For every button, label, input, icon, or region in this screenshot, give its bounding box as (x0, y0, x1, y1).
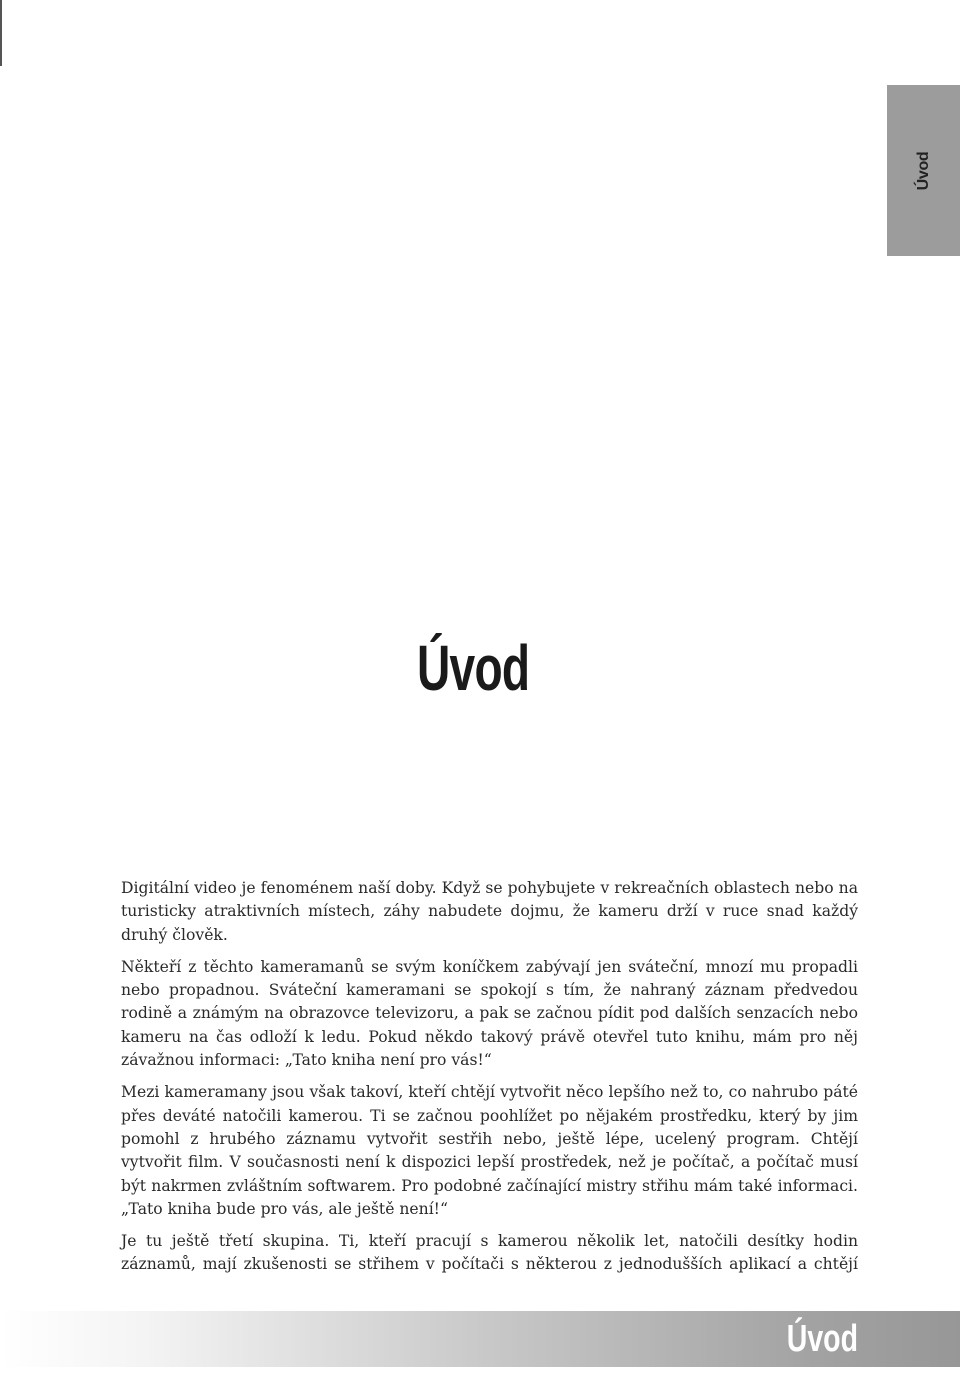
footer-band (0, 1311, 960, 1367)
paragraph: Digitální video je fenoménem naší doby. Když se pohybujete v rekreačních oblastech nebo na turisticky atraktivních místech, záhy nabudete dojmu, že kameru drží v ruce snad každý druhý člověk. (121, 879, 858, 944)
side-tab-label: Úvod (914, 151, 932, 190)
paragraph: Někteří z těchto kameramanů se svým koníčkem zabývají jen sváteční, mnozí mu propadli nebo propadnou. Sváteční kameramani se spokojí s tím, že nahraný záznam předvedou rodině a známým na obrazovce televizoru, a pak se začnou pídit pod dalších senzacích nebo kameru na čas odloží k ledu. Pokud někdo takový právě otevřel tuto knihu, mám pro něj závažnou informaci: „Tato kniha není pro vás!“ (121, 957, 858, 1070)
chapter-side-tab (887, 85, 960, 256)
footer-label: Úvod (786, 1318, 858, 1360)
paragraph: Je tu ještě třetí skupina. Ti, kteří pracují s kamerou několik let, natočili desítky hodin záznamů, mají zkušenosti se střihem v počítači s některou z jednodušších aplikací a chtějí (121, 1232, 858, 1274)
paragraph: Mezi kameramany jsou však takoví, kteří chtějí vytvořit něco lepšího než to, co nahrubo páté přes deváté natočili kamerou. Ti se začnou poohlížet po nějakém prostředku, který by jim pomohl z hrubého záznamu vytvořit sestřih nebo, ještě lépe, ucelený program. Chtějí vytvořit film. V současnosti není k dispozici lepší prostředek, než je počítač, a počítač musí být nakrmen zvláštním softwarem. Pro podobné začínající mistry střihu mám také informaci. „Tato kniha bude pro vás, ale ještě není!“ (121, 1083, 858, 1218)
crop-mark (0, 0, 2, 66)
body-text (121, 877, 858, 1286)
chapter-title: Úvod (417, 632, 530, 704)
